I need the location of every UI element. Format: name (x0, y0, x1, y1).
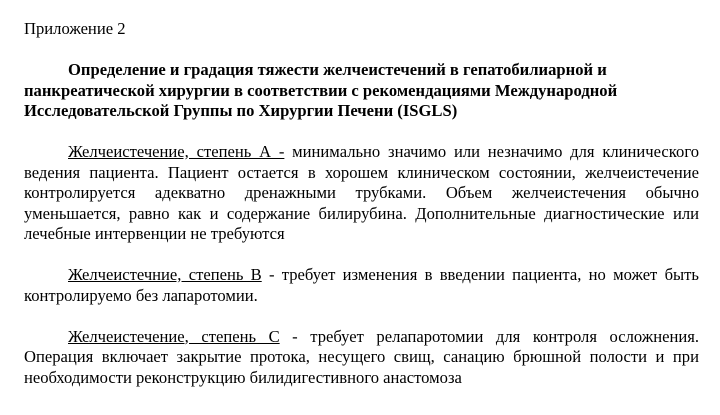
grade-b-heading: Желчеистечние, степень В (68, 265, 262, 284)
document-title: Определение и градация тяжести желчеистечений в гепатобилиарной и панкреатической хирургии в соответствии с рекомендациями Международной Исследовательской Группы по Хирургии Печени (ISGLS) (24, 60, 618, 120)
blank-line (24, 40, 699, 61)
document-page (24, 19, 699, 388)
grade-c-heading: Желчеистечение, степень С (68, 326, 280, 346)
grade-a-text: минимально значимо или незначимо для клинического ведения пациента. Пациент остается в хорошем клиническом состоянии, желчеистечение контролируется адекватно дренажными трубками. Объем желчеистечения обычно уменьшается, равно как и содержание билирубина. Дополнительные диагностические или лечебные интервенции не требуются (24, 142, 700, 243)
blank-line (24, 306, 699, 327)
blank-line (24, 245, 699, 266)
grade-c-text: - требует релапаротомии для контроля осложнения. Операция включает закрытие протока, несущего свищ, санацию брюшной полости и при необходимости реконструкцию билидигестивного анастомоза (24, 326, 699, 387)
grade-a-paragraph (24, 142, 699, 245)
grade-b-text: - требует изменения в введении пациента, но может быть контролируемо без лапаротомии. (24, 265, 699, 305)
grade-a-heading: Желчеистечение, степень А - (68, 142, 285, 161)
appendix-label: Приложение 2 (24, 19, 126, 38)
grade-b-paragraph (24, 265, 699, 306)
blank-line (24, 122, 699, 143)
grade-c-paragraph (24, 327, 699, 389)
